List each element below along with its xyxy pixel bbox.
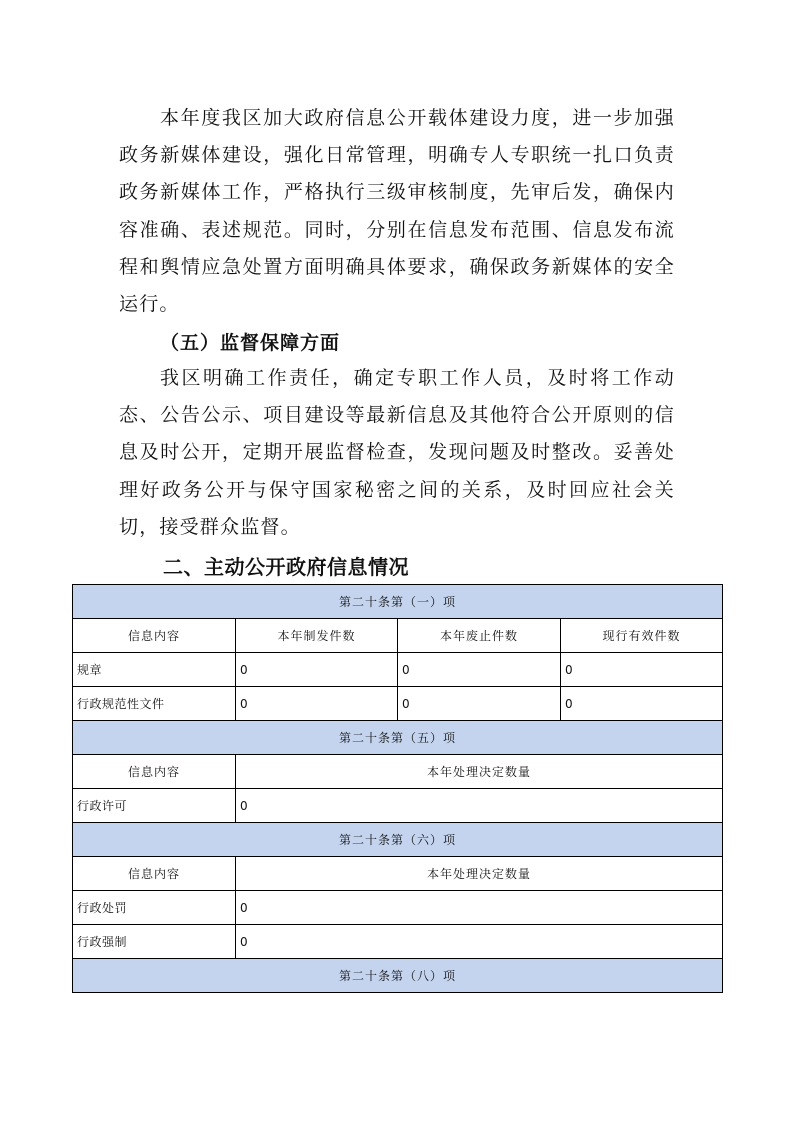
section-header-row-8 xyxy=(73,959,723,993)
header-info-content: 信息内容 xyxy=(73,857,236,891)
header-valid-count: 现行有效件数 xyxy=(561,619,723,653)
chapter-heading-active-disclosure: 二、主动公开政府信息情况 xyxy=(163,555,409,579)
header-decision-count: 本年处理决定数量 xyxy=(236,857,723,891)
header-info-content: 信息内容 xyxy=(73,619,236,653)
table-row xyxy=(73,653,723,687)
header-abolished-count: 本年废止件数 xyxy=(398,619,561,653)
table-row xyxy=(73,925,723,959)
section-heading-supervision: （五）监督保障方面 xyxy=(160,332,341,354)
cell-valid: 0 xyxy=(561,687,723,721)
cell-decision-count: 0 xyxy=(236,925,723,959)
section-header-row-1 xyxy=(73,585,723,619)
row-label: 行政处罚 xyxy=(73,891,236,925)
cell-decision-count: 0 xyxy=(236,891,723,925)
cell-made: 0 xyxy=(236,687,398,721)
section-header-row-5 xyxy=(73,721,723,755)
cell-abolished: 0 xyxy=(398,687,561,721)
cell-decision-count: 0 xyxy=(236,789,723,823)
section-title-article-20-8: 第二十条第（八）项 xyxy=(73,959,723,993)
paragraph-new-media: 本年度我区加大政府信息公开载体建设力度，进一步加强政务新媒体建设，强化日常管理，明确专人专职统一扎口负责政务新媒体工作，严格执行三级审核制度，先审后发，确保内容准确、表述规范。同时，分别在信息发布范围、信息发布流程和舆情应急处置方面明确具体要求，确保政务新媒体的安全运行。 xyxy=(119,107,675,316)
cell-valid: 0 xyxy=(561,653,723,687)
row-label: 行政许可 xyxy=(73,789,236,823)
cell-made: 0 xyxy=(236,653,398,687)
header-row xyxy=(73,619,723,653)
section-header-row-6 xyxy=(73,823,723,857)
section-title-article-20-6: 第二十条第（六）项 xyxy=(73,823,723,857)
section-title-article-20-5: 第二十条第（五）项 xyxy=(73,721,723,755)
table-row xyxy=(73,891,723,925)
disclosure-table xyxy=(72,584,723,993)
row-label: 行政规范性文件 xyxy=(73,687,236,721)
section-title-article-20-1: 第二十条第（一）项 xyxy=(73,585,723,619)
row-label: 规章 xyxy=(73,653,236,687)
header-made-count: 本年制发件数 xyxy=(236,619,398,653)
header-info-content: 信息内容 xyxy=(73,755,236,789)
cell-abolished: 0 xyxy=(398,653,561,687)
header-row xyxy=(73,755,723,789)
table-row xyxy=(73,687,723,721)
table-row xyxy=(73,789,723,823)
header-row xyxy=(73,857,723,891)
paragraph-supervision: 我区明确工作责任，确定专职工作人员，及时将工作动态、公告公示、项目建设等最新信息及其他符合公开原则的信息及时公开，定期开展监督检查，发现问题及时整改。妥善处理好政务公开与保守国家秘密之间的关系，及时回应社会关切，接受群众监督。 xyxy=(119,367,675,538)
header-decision-count: 本年处理决定数量 xyxy=(236,755,723,789)
row-label: 行政强制 xyxy=(73,925,236,959)
